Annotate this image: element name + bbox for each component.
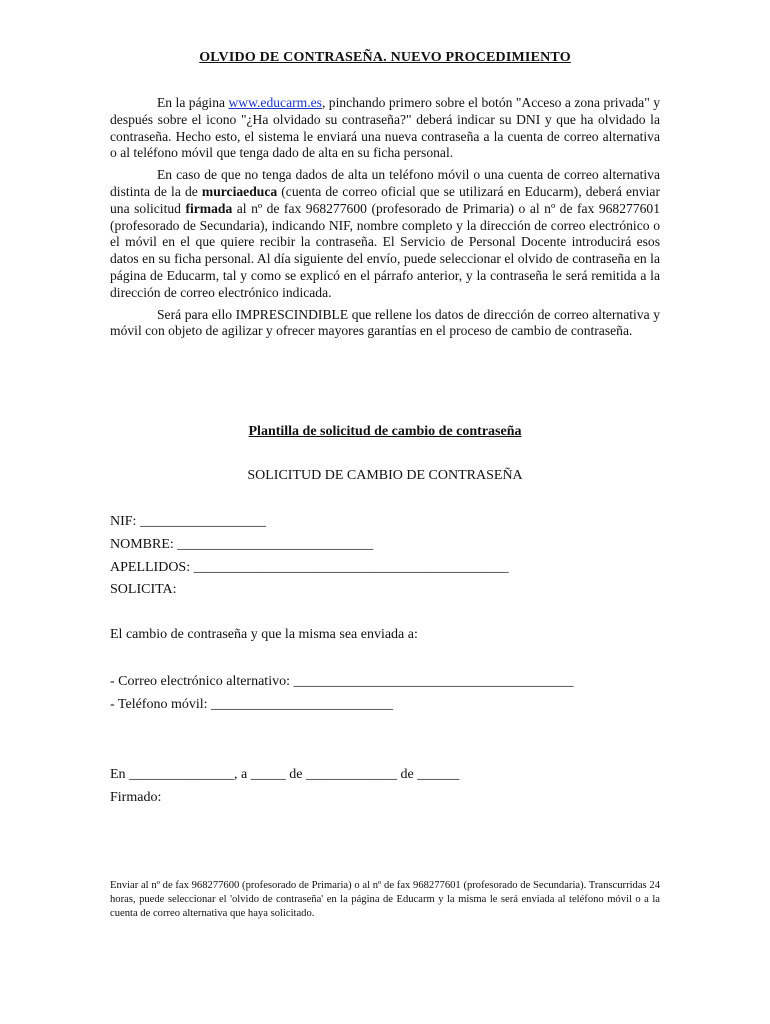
bold-firmada: firmada	[185, 200, 233, 216]
apellidos-field-line: APELLIDOS: _____________________________________________	[110, 560, 509, 575]
footer-note: Enviar al nº de fax 968277600 (profesorado de Primaria) o al nº de fax 968277601 (profesorado de Secundaria). Transcurridas 24 horas, puede seleccionar el 'olvido de contraseña' en la página de Educarm y la misma le será enviada al teléfono móvil o a la cuenta de correo alternativa que haya solicitado.	[110, 880, 660, 919]
nombre-field-line: NOMBRE: ____________________________	[110, 537, 374, 552]
paragraph-1: En la página www.educarm.es, pinchando primero sobre el botón "Acceso a zona privada" y después sobre el icono "¿Ha olvidado su contraseña?" deberá indicar su DNI y que ha olvidado la contraseña. Hecho esto, el sistema le enviará una nueva contraseña a la cuenta de correo alternativa o al teléfono móvil que tenga dado de alta en su ficha personal.	[110, 95, 660, 161]
email-field-line: - Correo electrónico alternativo: ________________________________________	[110, 674, 574, 689]
paragraph-2: En caso de que no tenga dados de alta un teléfono móvil o una cuenta de correo alternativa distinta de la de murciaeduca (cuenta de correo oficial que se utilizará en Educarm), deberá enviar una solicitud firmada al nº de fax 968277600 (profesorado de Primaria) o al nº de fax 968277601 (profesorado de Secundaria), indicando NIF, nombre completo y la dirección de correo electrónico o el móvil en el que quiere recibir la contraseña. El Servicio de Personal Docente introducirá esos datos en su ficha personal. Al día siguiente del envío, puede seleccionar el olvido de contraseña en la página de Educarm, tal y como se explicó en el párrafo anterior, y la contraseña le será remitida a la dirección de correo electrónico indicada.	[110, 167, 661, 300]
bold-murciaeduca: murciaeduca	[201, 183, 278, 199]
paragraph-3: Será para ello IMPRESCINDIBLE que rellene los datos de dirección de correo alternativa y móvil con objeto de agilizar y ofrecer mayores garantías en el proceso de cambio de contraseña.	[110, 306, 660, 339]
request-text: El cambio de contraseña y que la misma sea enviada a:	[110, 627, 418, 642]
educarm-link[interactable]: www.educarm.es	[228, 95, 322, 110]
instructions-body	[110, 95, 660, 345]
solicita-label: SOLICITA:	[110, 582, 177, 597]
page-title: OLVIDO DE CONTRASEÑA. NUEVO PROCEDIMIENTO	[199, 50, 571, 65]
phone-field-line: - Teléfono móvil: __________________________	[110, 697, 394, 712]
template-title: Plantilla de solicitud de cambio de contraseña	[248, 424, 522, 439]
place-date-line: En _______________, a _____ de _____________ de ______	[110, 767, 460, 782]
signed-label: Firmado:	[110, 790, 162, 805]
nif-field-line: NIF: __________________	[110, 514, 266, 529]
form-heading: SOLICITUD DE CAMBIO DE CONTRASEÑA	[247, 468, 523, 483]
